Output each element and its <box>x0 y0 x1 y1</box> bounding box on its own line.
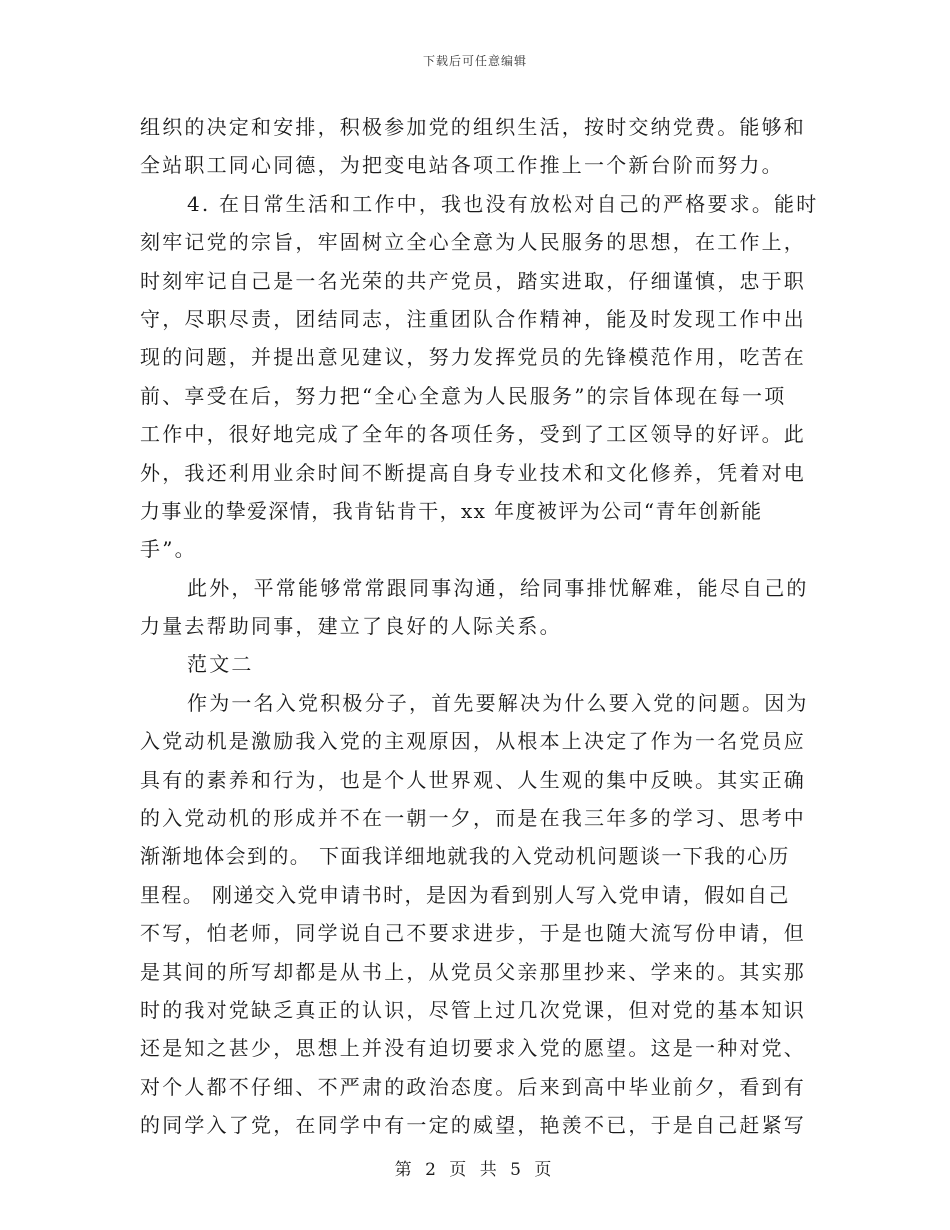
section-heading: 范文二 <box>187 652 254 677</box>
page-header: 下载后可任意编辑 <box>422 54 527 68</box>
text-line: 4. 在日常生活和工作中，我也没有放松对自己的严格要求。能时 <box>187 191 819 216</box>
text-line: 工作中，很好地完成了全年的各项任务，受到了工区领导的好评。此 <box>140 422 806 447</box>
text-line: 力量去帮助同事，建立了良好的人际关系。 <box>140 614 562 639</box>
text-line: 此外，平常能够常常跟同事沟通，给同事排忧解难，能尽自己的 <box>187 575 809 600</box>
text-line: 的入党动机的形成并不在一朝一夕，而是在我三年多的学习、思考中 <box>140 806 806 831</box>
text-line: 还是知之甚少，思想上并没有迫切要求入党的愿望。这是一种对党、 <box>140 1036 806 1061</box>
text-line: 的同学入了党，在同学中有一定的威望，艳羡不已，于是自己赶紧写 <box>140 1113 806 1138</box>
text-line: 组织的决定和安排，积极参加党的组织生活，按时交纳党费。能够和 <box>140 115 806 139</box>
text-line: 时的我对党缺乏真正的认识，尽管上过几次党课，但对党的基本知识 <box>140 997 806 1022</box>
page-footer: 第 2 页 共 5 页 <box>394 1160 556 1180</box>
text-line: 手”。 <box>140 537 197 562</box>
text-line: 具有的素养和行为，也是个人世界观、人生观的集中反映。其实正确 <box>140 767 806 792</box>
text-line: 不写，怕老师，同学说自己不要求进步，于是也随大流写份申请，但 <box>140 921 806 946</box>
text-line: 作为一名入党积极分子，首先要解决为什么要入党的问题。因为 <box>187 690 809 715</box>
text-line: 渐渐地体会到的。 下面我详细地就我的入党动机问题谈一下我的心历 <box>140 844 790 869</box>
text-line: 入党动机是激励我入党的主观原因，从根本上决定了作为一名党员应 <box>140 729 806 754</box>
text-line: 前、享受在后，努力把“全心全意为人民服务”的宗旨体现在每一项 <box>140 383 787 408</box>
text-line: 刻牢记党的宗旨，牢固树立全心全意为人民服务的思想，在工作上， <box>140 230 806 255</box>
text-line: 时刻牢记自己是一名光荣的共产党员，踏实进取，仔细谨慎，忠于职 <box>140 268 806 293</box>
text-line: 守，尽职尽责，团结同志，注重团队合作精神，能及时发现工作中出 <box>140 306 806 331</box>
text-line: 是其间的所写却都是从书上，从党员父亲那里抄来、学来的。其实那 <box>140 959 806 984</box>
text-line: 现的问题，并提出意见建议，努力发挥党员的先锋模范作用，吃苦在 <box>140 345 806 370</box>
text-line: 力事业的挚爱深情，我肯钻肯干，xx 年度被评为公司“青年创新能 <box>140 498 763 523</box>
text-line: 全站职工同心同德，为把变电站各项工作推上一个新台阶而努力。 <box>140 153 784 178</box>
text-line: 对个人都不仔细、不严肃的政治态度。后来到高中毕业前夕，看到有 <box>140 1074 806 1099</box>
document-body <box>140 108 819 1145</box>
text-line: 外，我还利用业余时间不断提高自身专业技术和文化修养，凭着对电 <box>140 460 806 485</box>
text-line: 里程。 刚递交入党申请书时，是因为看到别人写入党申请，假如自己 <box>140 882 790 907</box>
